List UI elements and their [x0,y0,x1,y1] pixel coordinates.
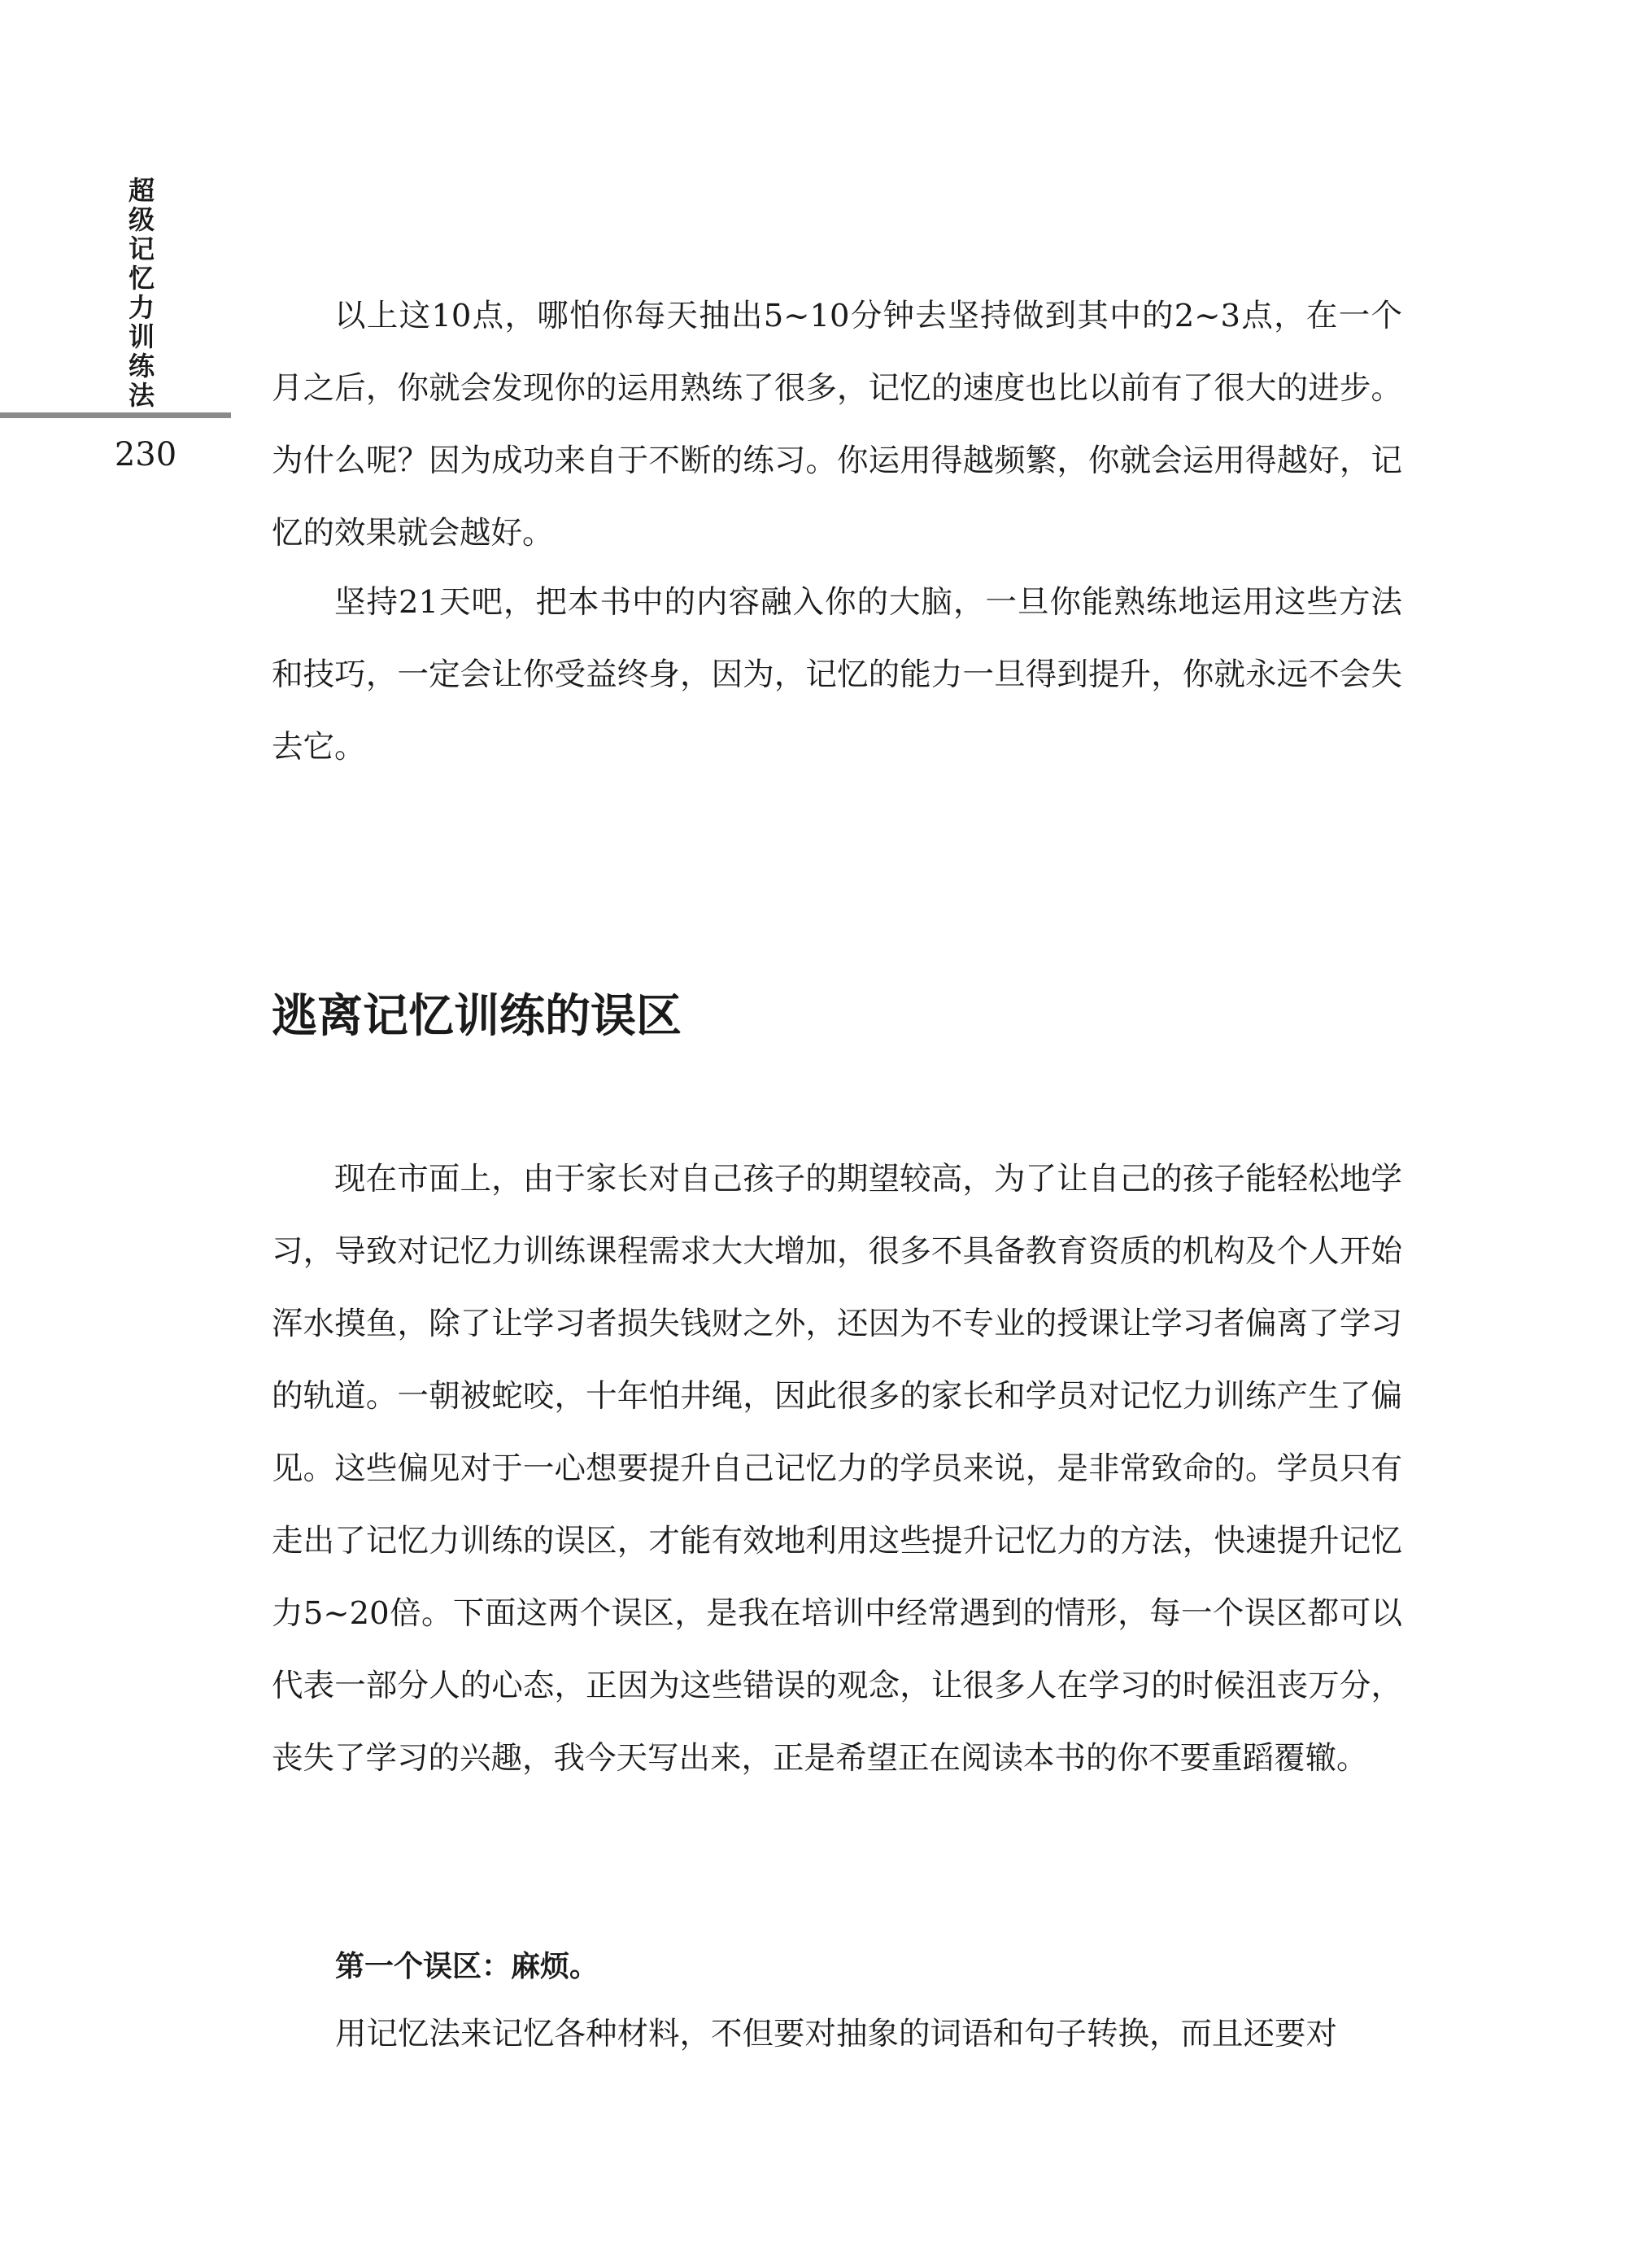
body-paragraph: 以上这10点，哪怕你每天抽出5~10分钟去坚持做到其中的2~3点，在一个月之后，你就会发现你的运用熟练了很多，记忆的速度也比以前有了很大的进步。为什么呢？因为成功来自于不断的练习。你运用得越频繁，你就会运用得越好，记忆的效果就会越好。 [272,298,1402,552]
body-paragraph: 用记忆法来记忆各种材料，不但要对抽象的词语和句子转换，而且还要对 [335,2016,1338,2052]
header-divider [0,412,231,418]
section-heading: 逃离记忆训练的误区 [272,990,682,1043]
subsection-heading: 第一个误区：麻烦。 [335,1950,599,1983]
body-paragraph: 现在市面上，由于家长对自己孩子的期望较高，为了让自己的孩子能轻松地学习，导致对记忆力训练课程需求大大增加，很多不具备教育资质的机构及个人开始浑水摸鱼，除了让学习者损失钱财之外，还因为不专业的授课让学习者偏离了学习的轨道。一朝被蛇咬，十年怕井绳，因此很多的家长和学员对记忆力训练产生了偏见。这些偏见对于一心想要提升自己记忆力的学员来说，是非常致命的。学员只有走出了记忆力训练的误区，才能有效地利用这些提升记忆力的方法，快速提升记忆力5~20倍。下面这两个误区，是我在培训中经常遇到的情形，每一个误区都可以代表一部分人的心态，正因为这些错误的观念，让很多人在学习的时候沮丧万分，丧失了学习的兴趣，我今天写出来，正是希望正在阅读本书的你不要重蹈覆辙。 [272,1161,1402,1777]
running-book-title: 超级记忆力训练法 [128,175,155,411]
page-number: 230 [114,436,177,473]
body-paragraph: 坚持21天吧，把本书中的内容融入你的大脑，一旦你能熟练地运用这些方法和技巧，一定会让你受益终身，因为，记忆的能力一旦得到提升，你就永远不会失去它。 [272,584,1402,765]
